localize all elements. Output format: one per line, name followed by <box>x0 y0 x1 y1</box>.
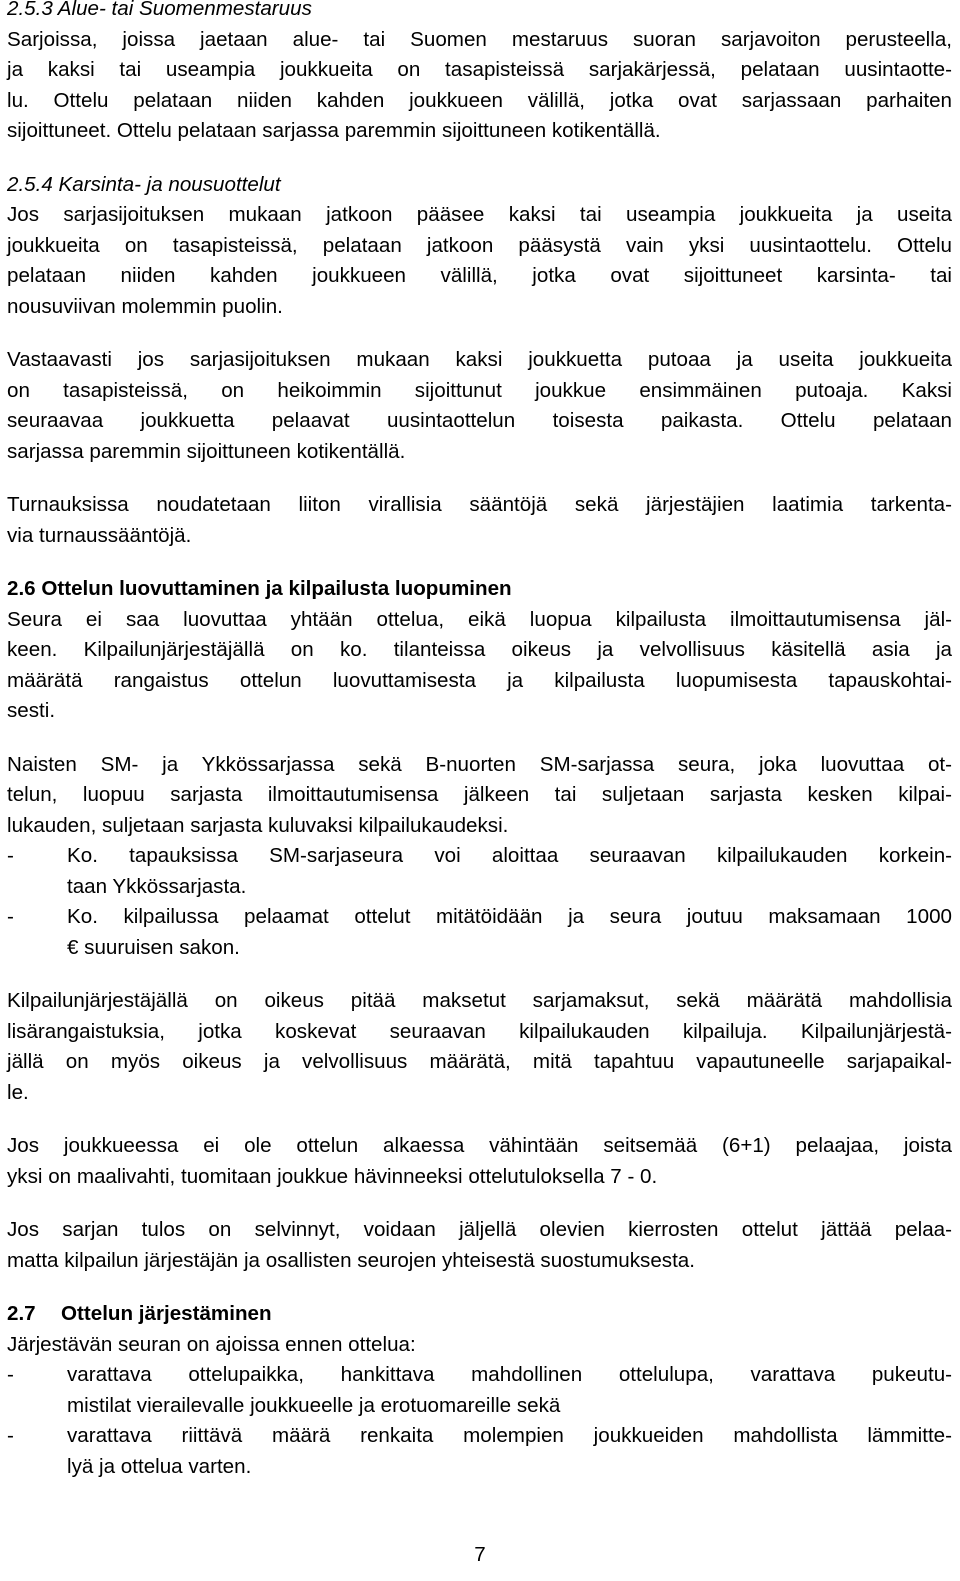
section-2-5-3 <box>7 0 952 147</box>
paragraph-line: ja kaksi tai useampia joukkueita on tasapisteissä sarjakärjessä, pelataan uusintaotte- <box>7 58 952 81</box>
paragraph-line: Kilpailunjärjestäjällä on oikeus pitää maksetut sarjamaksut, sekä määrätä mahdollisia <box>7 989 952 1012</box>
paragraph-line: lisärangaistuksia, jotka koskevat seuraavan kilpailukauden kilpailuja. Kilpailunjärjestä- <box>7 1019 952 1043</box>
paragraph-line: lu. Ottelu pelataan niiden kahden joukkueen välillä, jotka ovat sarjassaan parhaiten <box>7 88 952 112</box>
list-item <box>7 1421 952 1482</box>
list-item-line: lyä ja ottelua varten. <box>67 1454 252 1478</box>
list-item <box>7 902 952 963</box>
list-item-line: € suuruisen sakon. <box>67 935 240 959</box>
paragraph-line: Naisten SM- ja Ykkössarjassa sekä B-nuorten SM-sarjassa seura, joka luovuttaa ot- <box>7 752 952 776</box>
paragraph-line: nousuviivan molemmin puolin. <box>7 294 283 318</box>
paragraph-line: sijoittuneet. Ottelu pelataan sarjassa paremmin sijoittuneen kotikentällä. <box>7 119 661 142</box>
paragraph-line: lukauden, suljetaan sarjasta kuluvaksi kilpailukaudeksi. <box>7 813 509 837</box>
section-2-5-4 <box>7 170 952 552</box>
document-page <box>7 0 952 1482</box>
paragraph-line: Vastaavasti jos sarjasijoituksen mukaan kaksi joukkuetta putoaa ja useita joukkueita <box>7 348 952 371</box>
paragraph-line: Jos sarjasijoituksen mukaan jatkoon pääsee kaksi tai useampia joukkueita ja useita <box>7 203 952 226</box>
paragraph-line: Jos joukkueessa ei ole ottelun alkaessa vähintään seitsemää (6+1) pelaajaa, joista <box>7 1134 952 1157</box>
section-2-7 <box>7 1299 952 1482</box>
section-number: 2.7 <box>7 1302 36 1325</box>
section-heading: 2.6 Ottelun luovuttaminen ja kilpailusta luopuminen <box>7 577 512 600</box>
list-item-line: varattava riittävä määrä renkaita molempien joukkueiden mahdollista lämmitte- <box>67 1424 952 1447</box>
list-dash: - <box>7 844 14 867</box>
paragraph-line: Jos sarjan tulos on selvinnyt, voidaan jäljellä olevien kierrosten ottelut jättää pelaa- <box>7 1218 952 1241</box>
paragraph-line: via turnaussääntöjä. <box>7 523 192 547</box>
paragraph-line: le. <box>7 1080 29 1104</box>
paragraph-line: pelataan niiden kahden joukkueen välillä, jotka ovat sijoittuneet karsinta- tai <box>7 264 952 287</box>
list-dash: - <box>7 905 14 928</box>
paragraph-line: määrätä rangaistus ottelun luovuttamisesta ja kilpailusta luopumisesta tapauskohtai- <box>7 668 952 692</box>
paragraph-line: sarjassa paremmin sijoittuneen kotikentällä. <box>7 439 406 463</box>
list-item-line: Ko. kilpailussa pelaamat ottelut mitätöidään ja seura joutuu maksamaan 1000 <box>67 905 952 928</box>
paragraph-line: telun, luopuu sarjasta ilmoittautumisensa jälkeen tai suljetaan sarjasta kesken kilpai- <box>7 783 952 806</box>
section-heading: 2.5.3 Alue- tai Suomenmestaruus <box>7 0 312 20</box>
paragraph-line: Seura ei saa luovuttaa yhtään ottelua, eikä luopua kilpailusta ilmoittautumisensa jäl- <box>7 607 952 631</box>
list-item-line: Ko. tapauksissa SM-sarjaseura voi aloittaa seuraavan kilpailukauden korkein- <box>67 844 952 867</box>
paragraph-line: keen. Kilpailunjärjestäjällä on ko. tilanteissa oikeus ja velvollisuus käsitellä asia ja <box>7 638 952 661</box>
list-dash: - <box>7 1363 14 1386</box>
section-2-6 <box>7 574 952 1276</box>
paragraph-line: joukkueita on tasapisteissä, pelataan jatkoon pääsystä vain yksi uusintaottelu. Ottelu <box>7 233 952 257</box>
paragraph-line: sesti. <box>7 699 56 722</box>
section-heading: 2.5.4 Karsinta- ja nousuottelut <box>7 172 281 196</box>
list-dash: - <box>7 1424 14 1447</box>
paragraph-line: Turnauksissa noudatetaan liiton virallisia sääntöjä sekä järjestäjien laatimia tarkenta- <box>7 493 952 516</box>
section-heading <box>7 1299 952 1330</box>
paragraph-line: matta kilpailun järjestäjän ja osallisten seurojen yhteisestä suostumuksesta. <box>7 1248 695 1272</box>
list-item <box>7 1360 952 1421</box>
paragraph-line: Järjestävän seuran on ajoissa ennen ottelua: <box>7 1332 416 1356</box>
paragraph-line: Sarjoissa, joissa jaetaan alue- tai Suomen mestaruus suoran sarjavoiton perusteella, <box>7 27 952 51</box>
list-item <box>7 841 952 902</box>
list-item-line: taan Ykkössarjasta. <box>67 874 247 898</box>
list-item-line: mistilat vierailevalle joukkueelle ja erotuomareille sekä <box>67 1393 561 1417</box>
list-item-line: varattava ottelupaikka, hankittava mahdollinen ottelulupa, varattava pukeutu- <box>67 1363 952 1386</box>
paragraph-line: yksi on maalivahti, tuomitaan joukkue hävinneeksi ottelutuloksella 7 - 0. <box>7 1164 658 1188</box>
paragraph-line: on tasapisteissä, on heikoimmin sijoittunut joukkue ensimmäinen putoaja. Kaksi <box>7 378 952 402</box>
paragraph-line: seuraavaa joukkuetta pelaavat uusintaottelun toisesta paikasta. Ottelu pelataan <box>7 409 952 432</box>
page-number: 7 <box>474 1543 486 1566</box>
paragraph-line: jällä on myös oikeus ja velvollisuus määrätä, mitä tapahtuu vapautuneelle sarjapaikal- <box>7 1050 952 1073</box>
section-title: Ottelun järjestäminen <box>61 1302 272 1325</box>
